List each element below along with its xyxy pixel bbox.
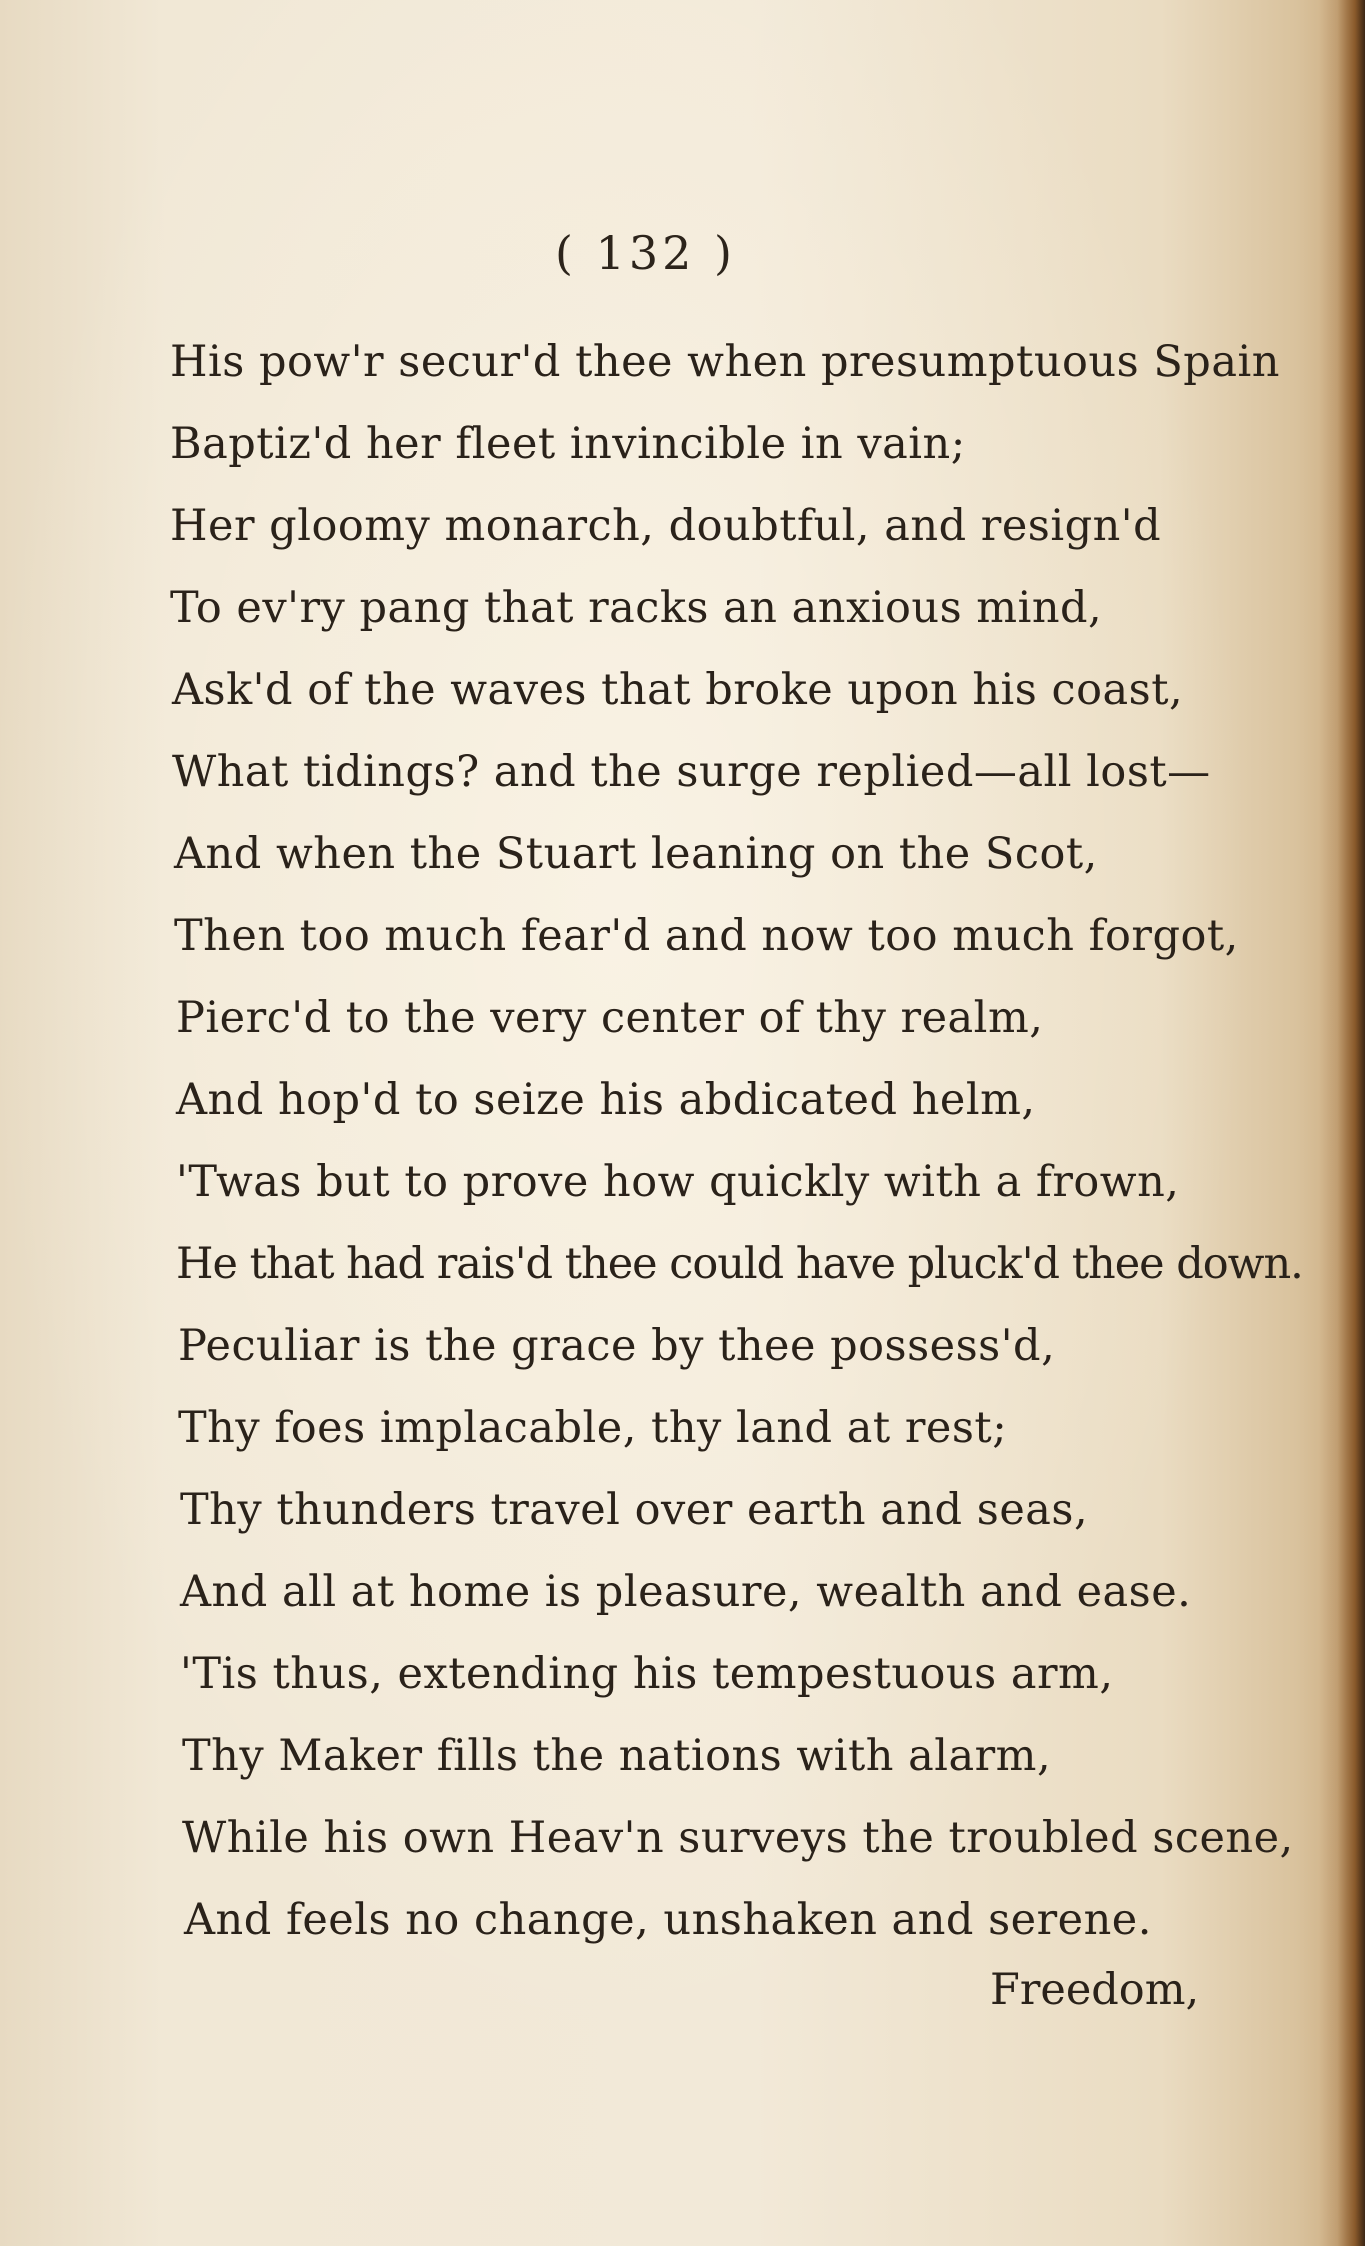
poem-line: Then too much fear'd and now too much forgot, [174, 911, 1239, 961]
poem-line: While his own Heav'n surveys the troubled scene, [182, 1813, 1294, 1863]
poem-line: Ask'd of the waves that broke upon his coast, [172, 665, 1184, 715]
poem-line: And when the Stuart leaning on the Scot, [174, 829, 1098, 879]
page-header [0, 226, 1365, 296]
poem-line: What tidings? and the surge replied—all lost— [172, 747, 1211, 797]
poem-line: Thy thunders travel over earth and seas, [180, 1485, 1089, 1535]
poem-line: And all at home is pleasure, wealth and ease. [180, 1567, 1192, 1617]
poem-line: Thy foes implacable, thy land at rest; [178, 1403, 1008, 1453]
page-edge-shadow [1319, 0, 1365, 2246]
poem-line: Baptiz'd her fleet invincible in vain; [170, 419, 966, 469]
poem-line: 'Twas but to prove how quickly with a frown, [176, 1157, 1180, 1207]
catchword: Freedom, [990, 1965, 1200, 2015]
poem-line: Pierc'd to the very center of thy realm, [176, 993, 1044, 1043]
poem-line: Thy Maker fills the nations with alarm, [182, 1731, 1052, 1781]
poem-line: Her gloomy monarch, doubtful, and resign'd [170, 501, 1162, 551]
poem-line: He that had rais'd thee could have pluck'd thee down. [176, 1239, 1303, 1289]
poem-line: His pow'r secur'd thee when presumptuous Spain [170, 337, 1280, 387]
page-number: ( 132 ) [555, 226, 736, 280]
poem-line: To ev'ry pang that racks an anxious mind, [170, 583, 1103, 633]
poem-line: And hop'd to seize his abdicated helm, [176, 1075, 1036, 1125]
poem-line: Peculiar is the grace by thee possess'd, [178, 1321, 1056, 1371]
poem-line: And feels no change, unshaken and serene. [184, 1895, 1152, 1945]
poem-line: 'Tis thus, extending his tempestuous arm, [180, 1649, 1114, 1699]
